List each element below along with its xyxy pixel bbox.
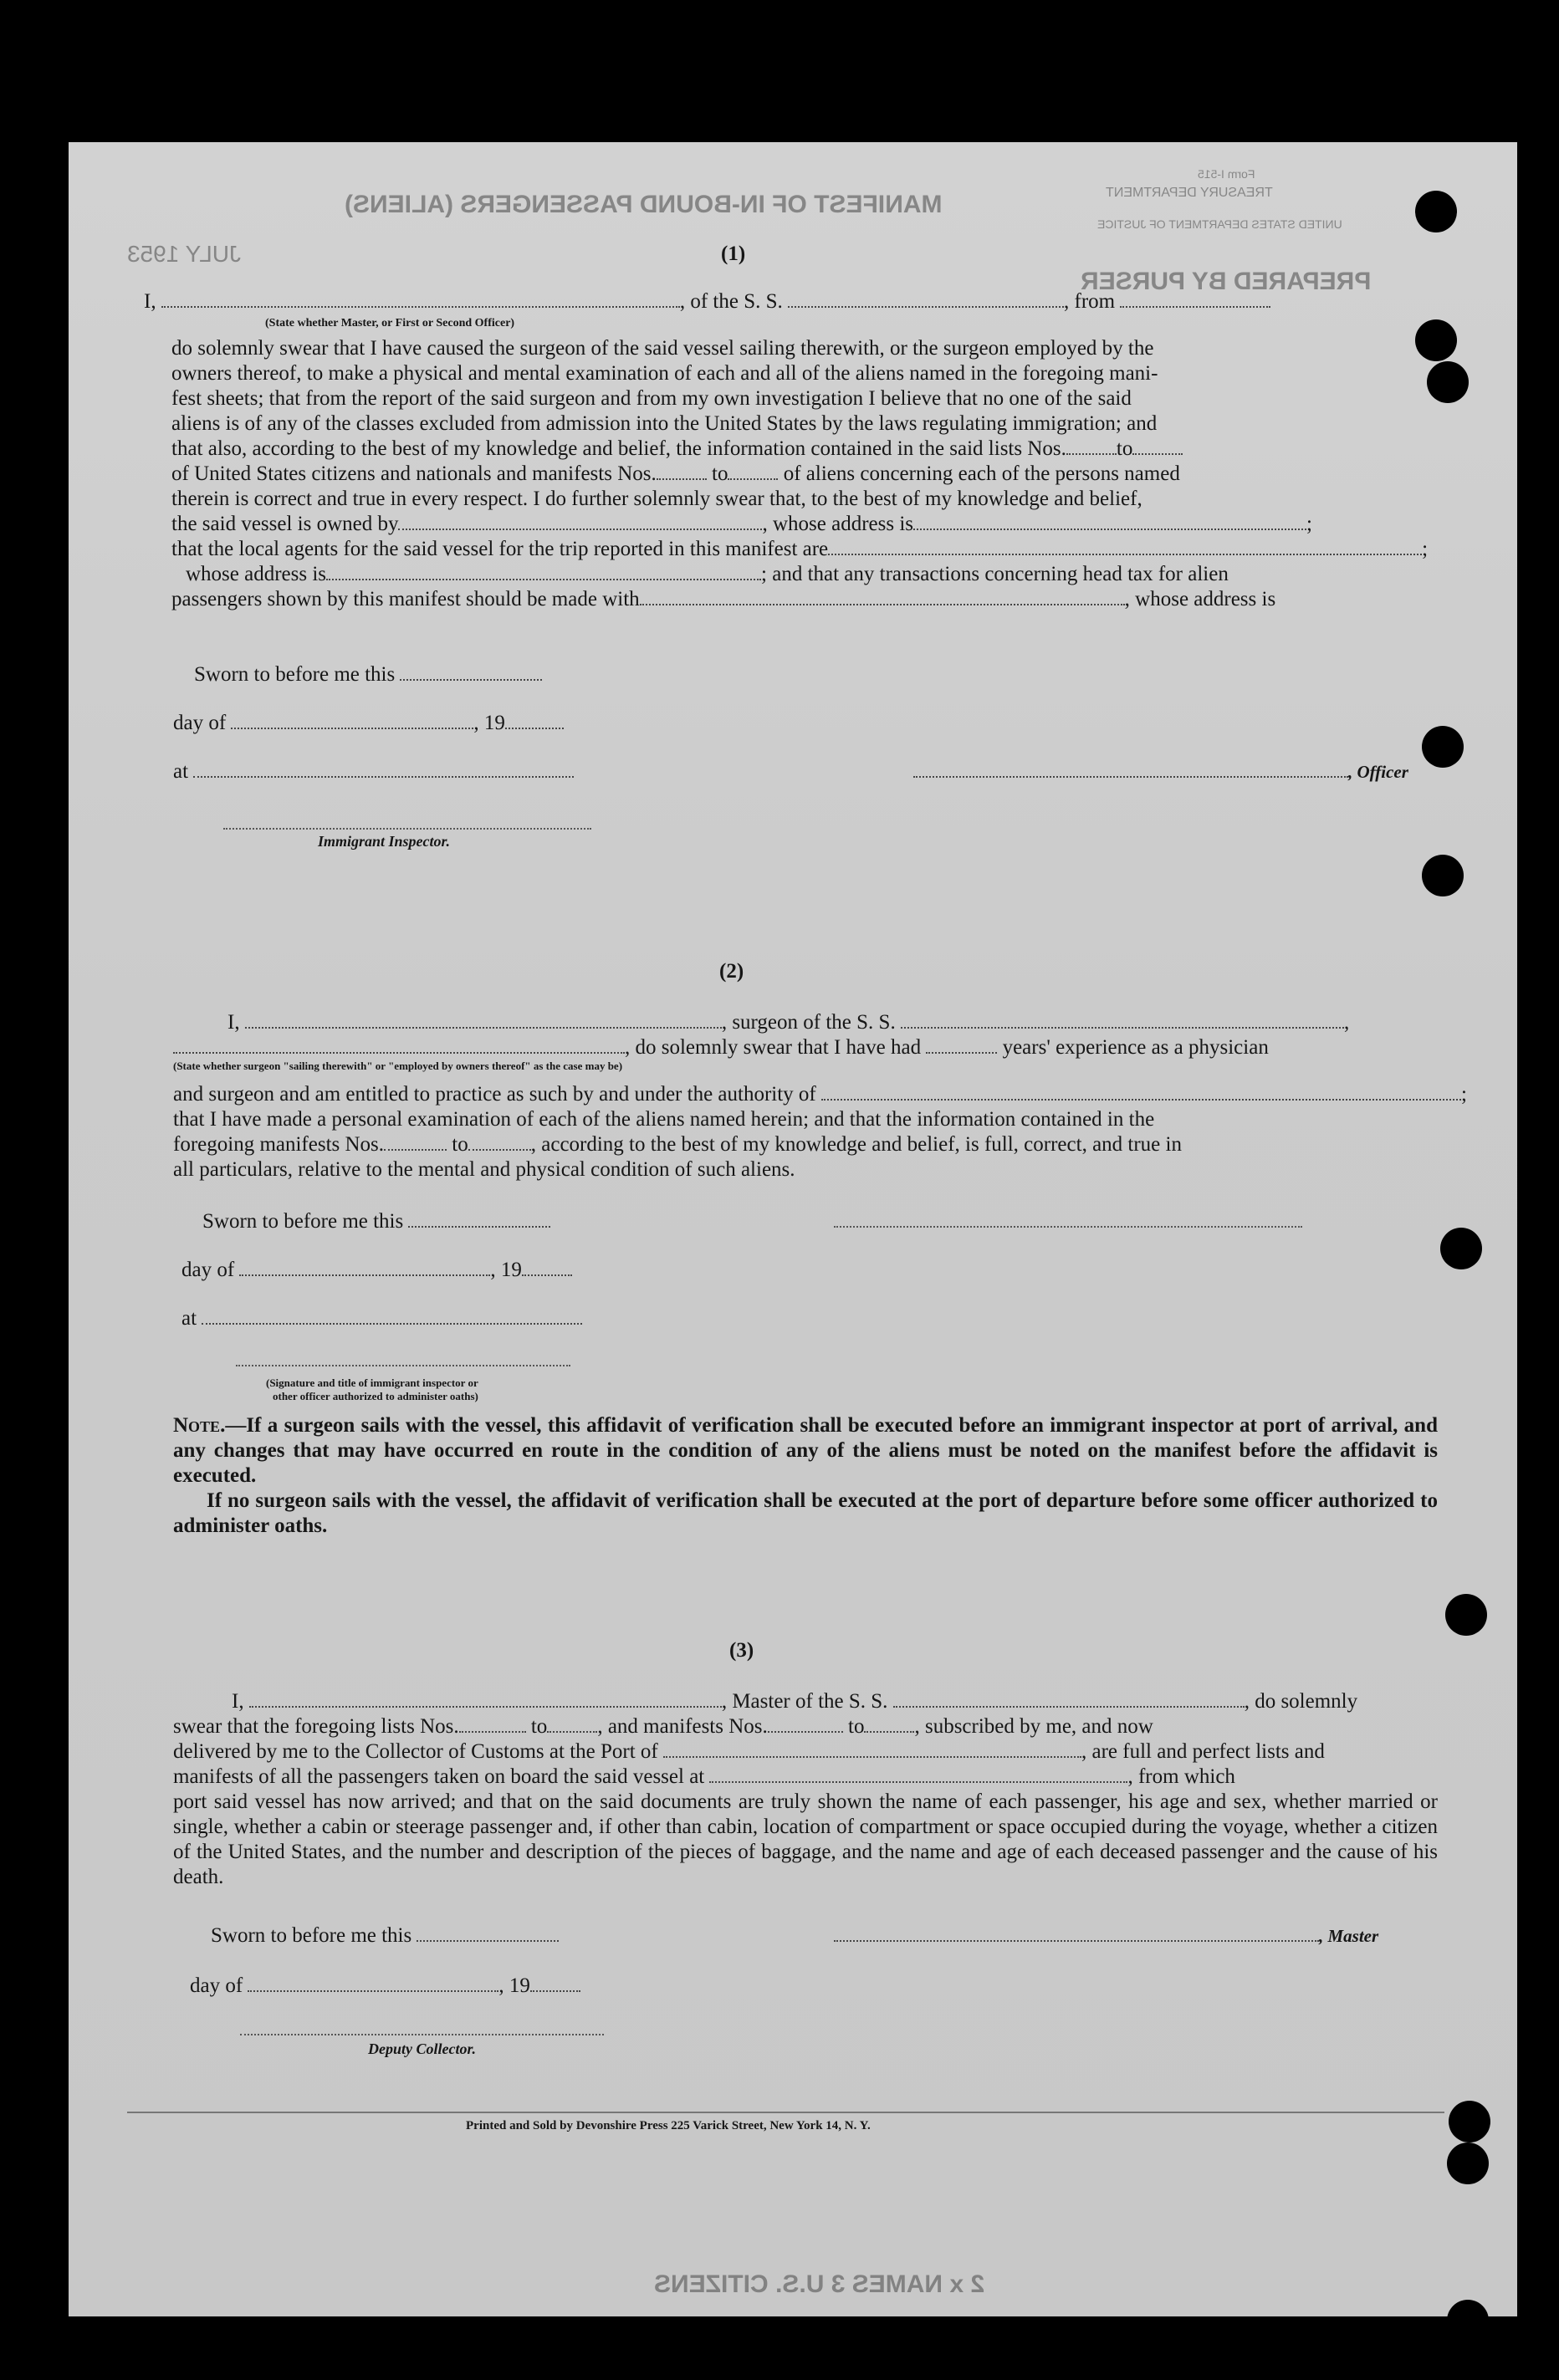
punch-hole-9: [1447, 2143, 1489, 2184]
punch-hole-7: [1445, 1594, 1487, 1636]
section-2-at: at: [181, 1306, 582, 1330]
punch-hole-2: [1415, 319, 1457, 361]
section-1-sworn: Sworn to before me this: [194, 662, 542, 687]
punch-hole-4: [1422, 726, 1464, 768]
section-1-body-11: passengers shown by this manifest should be made with , whose address is: [171, 588, 1276, 610]
section-1-body-5: that also, according to the best of my knowledge and belief, the information contained in the said lists Nos. to: [171, 437, 1183, 461]
section-3-line-4: manifests of all the passengers taken on board the said vessel at , from which: [173, 1765, 1235, 1788]
punch-hole-3: [1427, 361, 1469, 403]
section-2-line-5: foregoing manifests Nos. to , according to the best of my knowledge and belief, is full, correct, and true in: [173, 1133, 1182, 1156]
section-1-body-4: aliens is of any of the classes excluded from admission into the United States by the laws regulating immigration; and: [171, 412, 1158, 435]
section-3-heading: (3): [729, 1639, 754, 1662]
section-1-caption: (State whether Master, or First or Second Officer): [265, 317, 515, 329]
section-3-deputy-caption: Deputy Collector.: [368, 2040, 476, 2057]
section-2-line-2: , do solemnly swear that I have had years' experience as a physician: [173, 1035, 1269, 1060]
section-3-sworn: Sworn to before me this: [211, 1923, 559, 1948]
footer-rule: [127, 2112, 1444, 2113]
section-3-master-line: , Master: [834, 1923, 1378, 1948]
section-1-day: day of , 19: [173, 711, 564, 735]
section-2-note-1: Note.—If a surgeon sails with the vessel, this affidavit of verification shall be executed before an immigrant inspector at port of arrival, and any changes that may have occurred en route in the condition of any of the aliens must be noted on the manifest before the affidavit is executed.: [173, 1414, 1438, 1487]
section-2-line-3: and surgeon and am entitled to practice as such by and under the authority of ;: [173, 1083, 1467, 1106]
section-2-sig-caption-1: (Signature and title of immigrant inspector or: [266, 1376, 478, 1389]
bleed-through-service: UNITED STATES DEPARTMENT OF JUSTICE: [1097, 217, 1342, 231]
section-2-day: day of , 19: [181, 1258, 572, 1282]
section-1-body-8: the said vessel is owned by , whose address is ;: [171, 513, 1312, 535]
section-1-at: at: [173, 759, 574, 784]
section-3-line-2: swear that the foregoing lists Nos. to , and manifests Nos. to , subscribed by me, and now: [173, 1715, 1153, 1738]
section-1-inspector-caption: Immigrant Inspector.: [318, 833, 451, 850]
section-2-inspector-line: [236, 1365, 570, 1366]
section-2-sworn: Sworn to before me this: [202, 1209, 550, 1233]
section-1-body-7: therein is correct and true in every respect. I do further solemnly swear that, to the best of my knowledge and belief,: [171, 488, 1142, 510]
section-3-body: port said vessel has now arrived; and that on the said documents are truly shown the name of each passenger, his age and sex, whether married or single, whether a cabin or steerage passenger and, if other than cabin, location of compartment or space occupied during the voyage, whether a citizen of the United States, and the number and description of the pieces of baggage, and the name and age of each deceased passenger and the cause of his death.: [173, 1790, 1438, 1888]
section-1-body-10: whose address is ; and that any transactions concerning head tax for alien: [186, 563, 1229, 585]
section-2-line-6: all particulars, relative to the mental and physical condition of such aliens.: [173, 1158, 795, 1181]
bleed-through-form: Form I-515: [1198, 167, 1255, 181]
bleed-through-title: MANIFEST OF IN-BOUND PASSENGERS (ALIENS): [345, 191, 943, 218]
section-1-inspector-line: [223, 828, 591, 830]
printer-imprint: Printed and Sold by Devonshire Press 225 Varick Street, New York 14, N. Y.: [466, 2119, 871, 2132]
section-3-line-1: I, , Master of the S. S. , do solemnly: [232, 1690, 1358, 1713]
section-2-note-2: If no surgeon sails with the vessel, the affidavit of verification shall be executed at the port of departure before some officer authorized to administer oaths.: [173, 1489, 1438, 1537]
section-3-line-3: delivered by me to the Collector of Customs at the Port of , are full and perfect lists and: [173, 1740, 1325, 1763]
manifest-page: [69, 142, 1517, 2316]
section-2-signature-line: [834, 1226, 1302, 1228]
bleed-through-dept: TREASURY DEPARTMENT: [1106, 186, 1273, 200]
section-2-sig-caption-2: other officer authorized to administer oaths): [273, 1390, 478, 1402]
punch-hole-1: [1415, 191, 1457, 232]
section-1-body-2: owners thereof, to make a physical and mental examination of each and all of the aliens named in the foregoing mani-: [171, 362, 1158, 385]
punch-hole-8: [1449, 2101, 1490, 2143]
section-1-heading: (1): [721, 243, 746, 265]
section-3-day: day of , 19: [190, 1974, 580, 1998]
section-2-line-1: I, , surgeon of the S. S. ,: [227, 1011, 1350, 1034]
bleed-through-date: JULY 1953: [127, 241, 241, 267]
section-1-body-6: of United States citizens and nationals and manifests Nos. to of aliens concerning each of the persons named: [171, 462, 1180, 485]
section-1-body-3: fest sheets; that from the report of the said surgeon and from my own investigation I believe that no one of the said: [171, 387, 1132, 410]
punch-hole-5: [1422, 855, 1464, 896]
section-2-heading: (2): [719, 960, 744, 983]
section-2-caption: (State whether surgeon "sailing therewith" or "employed by owners thereof" as the case may be): [173, 1060, 623, 1072]
punch-hole-10: [1447, 2300, 1489, 2342]
section-2-line-4: that I have made a personal examination of each of the aliens named herein; and that the information contained in the: [173, 1108, 1155, 1131]
section-1-officer-line: , Officer: [913, 759, 1408, 784]
section-3-deputy-line: [240, 2034, 604, 2035]
section-1-body-1: do solemnly swear that I have caused the surgeon of the said vessel sailing therewith, or the surgeon employed by the: [171, 337, 1154, 360]
section-1-line-1: I, , of the S. S. , from: [144, 289, 1270, 314]
section-1-body-9: that the local agents for the said vessel for the trip reported in this manifest are ;: [171, 538, 1429, 560]
bleed-through-stamp: PREPARED BY PURSER: [1081, 268, 1372, 295]
punch-hole-6: [1440, 1228, 1482, 1269]
bleed-through-bottom: 2 x NAMES 3 U.S. CITIZENS: [654, 2270, 985, 2298]
